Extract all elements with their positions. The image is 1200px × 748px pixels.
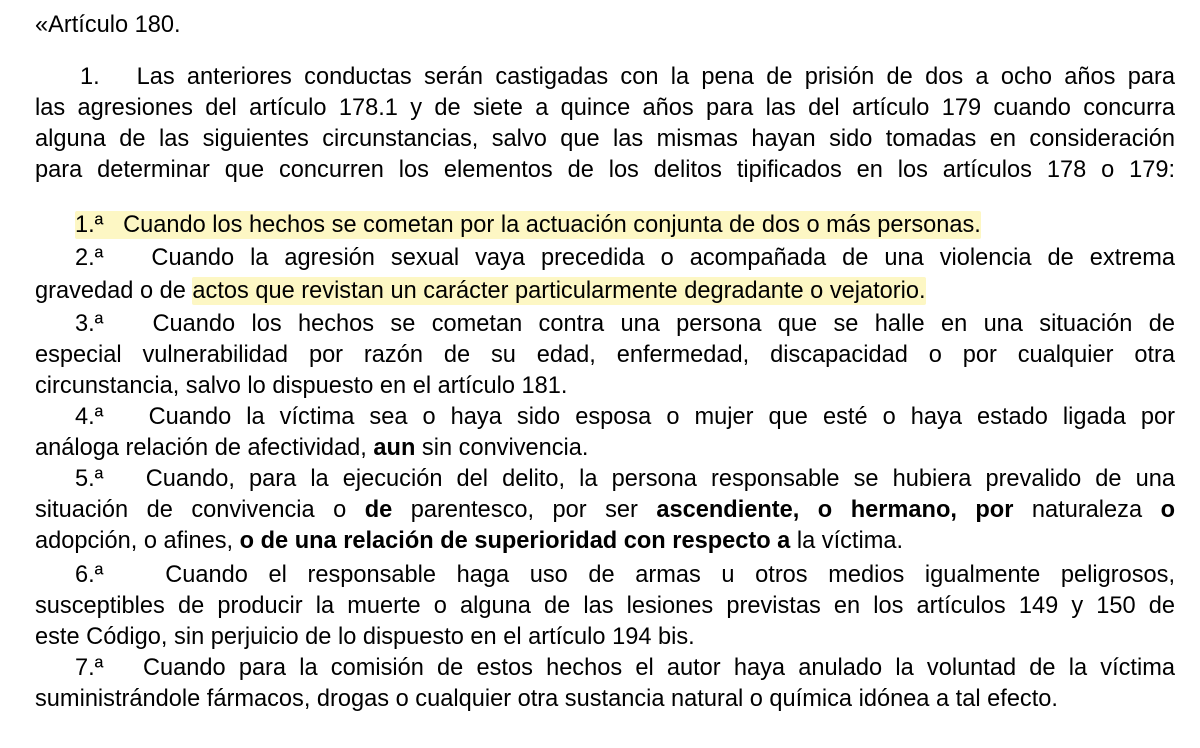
item-2-line-1: 2.ª Cuando la agresión sexual vaya precedida o acompañada de una violencia de extrema: [75, 245, 1175, 271]
article-heading: «Artículo 180.: [35, 12, 181, 38]
item-6-line-3: este Código, sin perjuicio de lo dispuesto en el artículo 194 bis.: [35, 624, 695, 650]
item-4-line-1: 4.ª Cuando la víctima sea o haya sido esposa o mujer que esté o haya estado ligada por: [75, 404, 1175, 430]
item-5-line-2: situación de convivencia o de parentesco, por ser ascendiente, o hermano, por naturaleza o: [35, 497, 1175, 523]
item-6-number: 6.ª: [75, 562, 104, 588]
item-3-number: 3.ª: [75, 311, 104, 337]
item-3-line-3: circunstancia, salvo lo dispuesto en el artículo 181.: [35, 373, 568, 399]
item-1: [75, 210, 1200, 240]
item-6-line-1: 6.ª Cuando el responsable haga uso de armas u otros medios igualmente peligrosos,: [75, 562, 1176, 588]
item-7-line-1: 7.ª Cuando para la comisión de estos hechos el autor haya anulado la voluntad de la víctima: [75, 655, 1175, 681]
item-3-line-1: 3.ª Cuando los hechos se cometan contra una persona que se halle en una situación de: [75, 311, 1175, 337]
item-6-line-2: susceptibles de producir la muerte o alguna de las lesiones previstas en los artículos 149 y 150 de: [35, 593, 1175, 619]
item-5-line-1: 5.ª Cuando, para la ejecución del delito, la persona responsable se hubiera prevalido de una: [75, 466, 1175, 492]
item-5-line-3: adopción, o afines, o de una relación de superioridad con respecto a la víctima.: [35, 528, 904, 554]
item-7-number: 7.ª: [75, 655, 104, 681]
item-1-number: 1.ª: [75, 212, 104, 238]
paragraph-1-line-1: 1. Las anteriores conductas serán castigadas con la pena de prisión de dos a ocho años para: [80, 64, 1175, 90]
paragraph-1-number: 1.: [80, 64, 100, 90]
item-1-text: Cuando los hechos se cometan por la actuación conjunta de dos o más personas.: [123, 212, 981, 238]
item-2-highlight: actos que revistan un carácter particularmente degradante o vejatorio.: [192, 278, 926, 304]
paragraph-1-line-3: alguna de las siguientes circunstancias, salvo que las mismas hayan sido tomadas en consideración: [35, 126, 1175, 152]
item-2-line-2: gravedad o de actos que revistan un carácter particularmente degradante o vejatorio.: [35, 278, 926, 304]
item-4-number: 4.ª: [75, 404, 104, 430]
item-1-highlight: [75, 211, 981, 239]
item-4-line-2: análoga relación de afectividad, aun sin convivencia.: [35, 435, 589, 461]
item-5-number: 5.ª: [75, 466, 104, 492]
item-2-number: 2.ª: [75, 245, 104, 271]
item-7-line-2: suministrándole fármacos, drogas o cualquier otra sustancia natural o química idónea a tal efecto.: [35, 686, 1058, 712]
paragraph-1-line-4: para determinar que concurren los elementos de los delitos tipificados en los artículos 178 o 179:: [35, 157, 1175, 183]
paragraph-1-line-2: las agresiones del artículo 178.1 y de siete a quince años para las del artículo 179 cuando concurra: [35, 95, 1175, 121]
item-3-line-2: especial vulnerabilidad por razón de su edad, enfermedad, discapacidad o por cualquier otra: [35, 342, 1175, 368]
